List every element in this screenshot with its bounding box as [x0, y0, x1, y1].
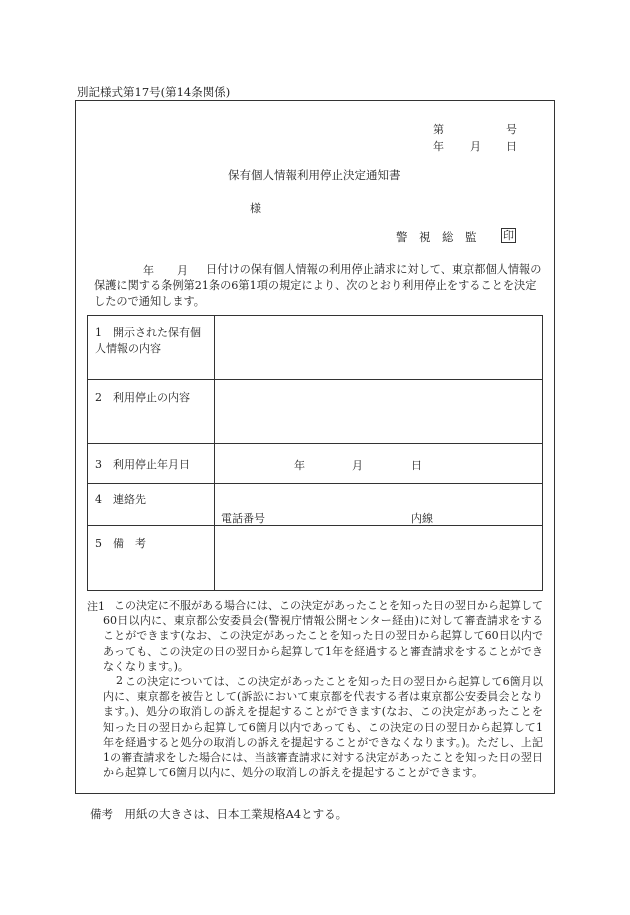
- number-prefix: 第: [433, 123, 444, 136]
- row-label-cell: [88, 444, 215, 484]
- row-value-cell: [215, 484, 543, 526]
- row-label-cell: [88, 316, 215, 380]
- recipient-suffix: 様: [250, 202, 261, 215]
- phone-label: 電話番号: [221, 512, 265, 525]
- row-value-cell: [215, 316, 543, 380]
- table-row: [88, 444, 543, 484]
- table-row: [88, 526, 543, 591]
- remarks: 備考 用紙の大きさは、日本工業規格A4とする。: [90, 807, 348, 821]
- document-title: 保有個人情報利用停止決定通知書: [228, 168, 401, 182]
- stop-date-year: 年: [294, 459, 305, 472]
- table-row: [88, 484, 543, 526]
- number-suffix: 号: [506, 123, 517, 136]
- stop-date-month: 月: [352, 459, 363, 472]
- table-row: [88, 380, 543, 444]
- note1-marker: 注1: [87, 600, 105, 613]
- row-value-cell: [215, 380, 543, 444]
- note2-text: この決定については、この決定があったことを知った日の翌日から起算して6箇月以内に、東京都を被告として(訴訟において東京都を代表する者は東京都公安委員会となります。)、処分の取消しの訴えを提起することができます(なお、この決定があったことを知った日の翌日から起算して6箇月以内であっても、この決定の日の翌日から起算して1年を経過すると処分の取消しの訴えを提起することができなくなります。)。ただし、上記1の審査請求をした場合には、当該審査請求に対する決定があったことを知った日の翌日から起算して6箇月以内に、処分の取消しの訴えを提起することができます。: [103, 675, 543, 780]
- body-paragraph: 日付けの保有個人情報の利用停止請求に対して、東京都個人情報の保護に関する条例第21条の6第1項の規定により、次のとおり利用停止をすることを決定したので通知します。: [94, 263, 542, 308]
- header-date-year: 年: [433, 140, 444, 153]
- issuer-name: 警 視 総 監: [396, 230, 477, 244]
- items-table: [87, 315, 543, 591]
- row-label-cell: [88, 380, 215, 444]
- body-text: [94, 262, 544, 310]
- row-label: 1 開示された保有個人情報の内容: [95, 326, 201, 355]
- seal-mark: 印: [503, 229, 514, 242]
- body-date-month: 月: [177, 264, 188, 277]
- row-label: 3 利用停止年月日: [95, 458, 190, 471]
- extension-label: 内線: [411, 512, 433, 525]
- row-value-cell: [215, 526, 543, 591]
- row-label: 2 利用停止の内容: [95, 391, 190, 404]
- stop-date-day: 日: [411, 459, 422, 472]
- body-date-year: 年: [143, 264, 154, 277]
- row-label: 4 連絡先: [95, 493, 146, 506]
- header-date-day: 日: [506, 140, 517, 153]
- note1-text: この決定に不服がある場合には、この決定があったことを知った日の翌日から起算して60日以内に、東京都公安委員会(警視庁情報公開センター経由)に対して審査請求をすることができます(なお、この決定があったことを知った日の翌日から起算して60日以内であっても、この決定の日の翌日から起算して1年を経過すると審査請求をすることができなくなります。)。: [103, 599, 543, 673]
- table-row: [88, 316, 543, 380]
- form-caption: 別記様式第17号(第14条関係): [77, 85, 231, 99]
- row-value-cell: [215, 444, 543, 484]
- header-date-month: 月: [470, 140, 481, 153]
- row-label-cell: [88, 484, 215, 526]
- row-label: 5 備 考: [95, 537, 146, 550]
- row-label-cell: [88, 526, 215, 591]
- seal-box: [501, 228, 516, 243]
- note2-marker: 2: [116, 674, 123, 687]
